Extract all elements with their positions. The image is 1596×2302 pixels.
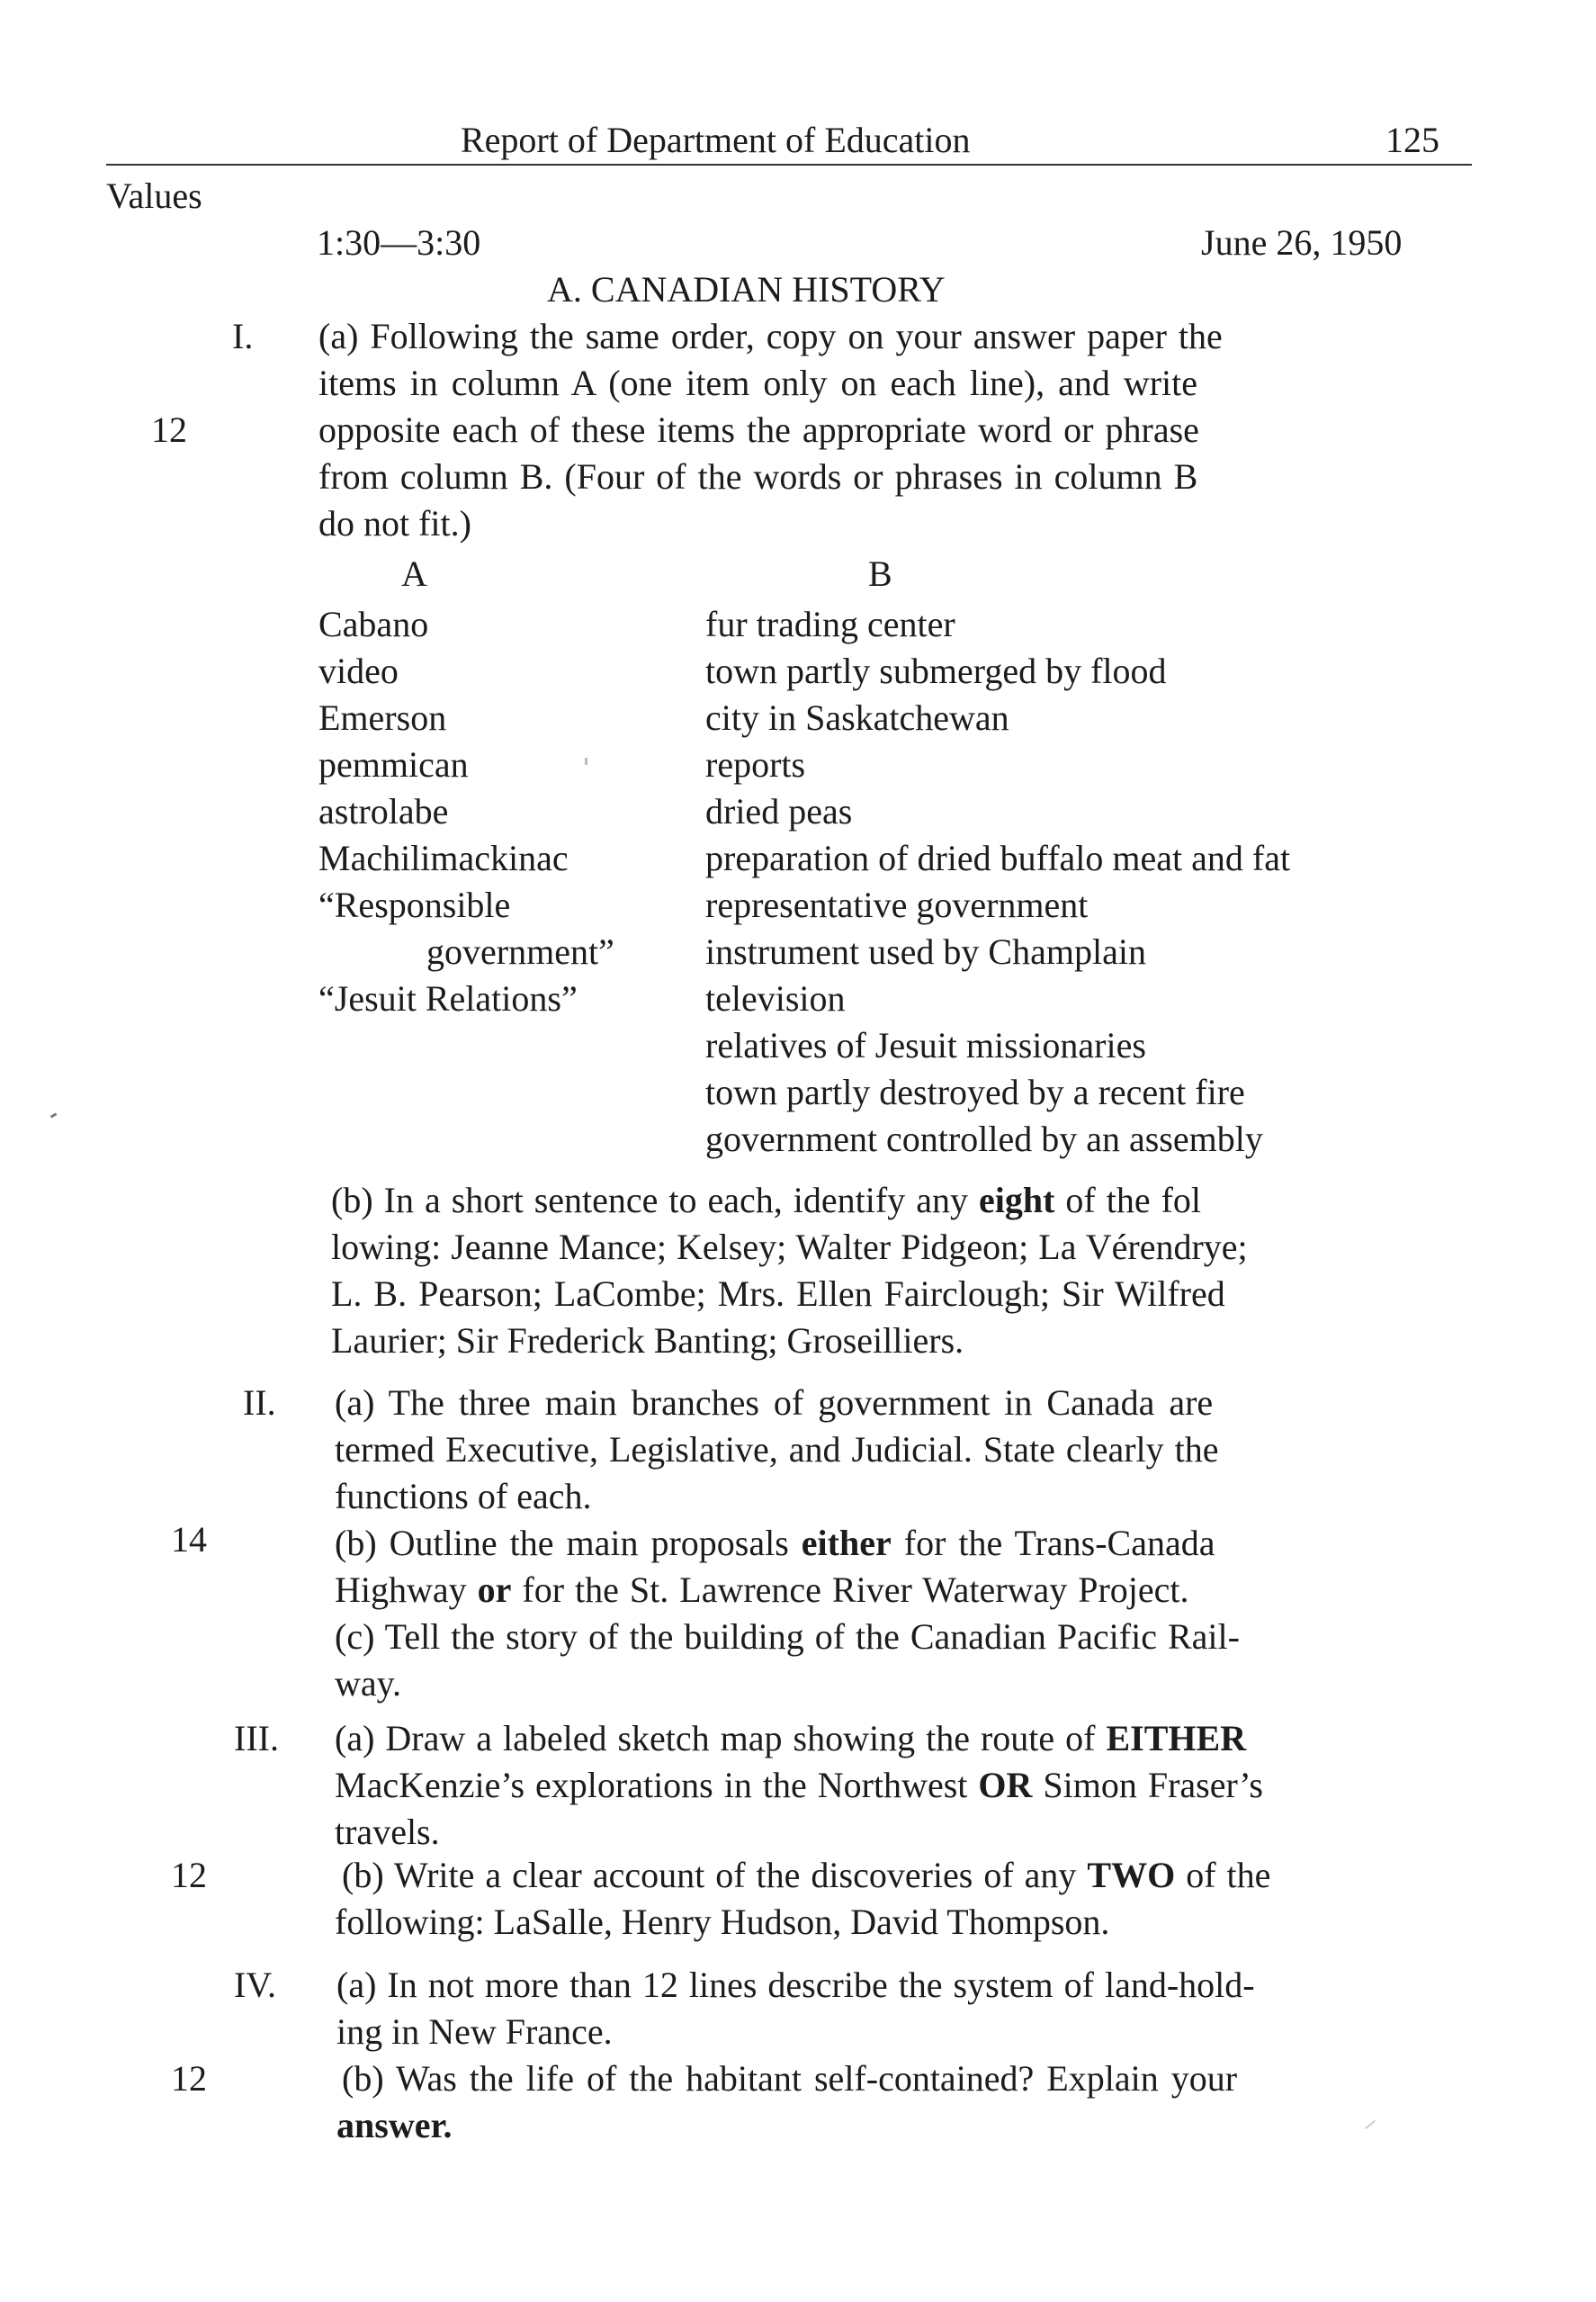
- scan-speck: [50, 1112, 58, 1118]
- column-a-item: video: [318, 651, 399, 691]
- q1b-line: Laurier; Sir Frederick Banting; Groseilliers.: [331, 1320, 964, 1361]
- column-a-item: “Responsible: [318, 885, 511, 925]
- q3b-line: (b) Write a clear account of the discoveries of any TWO of the: [342, 1855, 1271, 1895]
- value-q3: 12: [171, 1855, 207, 1895]
- column-b-header: B: [868, 553, 892, 594]
- q1a-line: do not fit.): [318, 503, 471, 544]
- header-rule: [106, 164, 1472, 166]
- q4a-line: ing in New France.: [336, 2011, 613, 2052]
- scan-speck: [585, 758, 587, 765]
- column-b-item: city in Saskatchewan: [705, 697, 1009, 738]
- q2a-line: termed Executive, Legislative, and Judicial. State clearly the: [335, 1429, 1219, 1470]
- q2a-line: (a) The three main branches of government in Canada are: [335, 1382, 1214, 1423]
- column-b-item: representative government: [705, 885, 1089, 925]
- column-b-item: reports: [705, 744, 806, 785]
- q3b-line: following: LaSalle, Henry Hudson, David Thompson.: [335, 1902, 1110, 1942]
- value-q2: 14: [171, 1519, 207, 1560]
- column-b-item: town partly destroyed by a recent fire: [705, 1072, 1245, 1112]
- running-header-title: Report of Department of Education: [461, 120, 971, 160]
- column-b-item: preparation of dried buffalo meat and fat: [705, 838, 1291, 878]
- q2c-line: way.: [335, 1663, 402, 1704]
- column-b-item: relatives of Jesuit missionaries: [705, 1025, 1146, 1066]
- value-q4: 12: [171, 2058, 207, 2099]
- q2-numeral: II.: [243, 1382, 276, 1423]
- column-b-item: television: [705, 978, 846, 1019]
- column-b-item: dried peas: [705, 791, 853, 832]
- q1a-line: opposite each of these items the appropriate word or phrase: [318, 409, 1199, 450]
- q1a-line: items in column A (one item only on each line), and write: [318, 363, 1198, 403]
- column-a-item: astrolabe: [318, 791, 449, 832]
- column-a-header: A: [401, 553, 427, 594]
- q2b-line: (b) Outline the main proposals either for the Trans-Canada: [335, 1523, 1215, 1563]
- q3a-line: travels.: [335, 1812, 440, 1852]
- q3a-line: MacKenzie’s explorations in the Northwest OR Simon Fraser’s: [335, 1765, 1263, 1805]
- q1a-line: from column B. (Four of the words or phrases in column B: [318, 456, 1198, 497]
- q4-numeral: IV.: [234, 1965, 277, 2005]
- q1b-line: (b) In a short sentence to each, identify any eight of the fol: [331, 1180, 1202, 1220]
- q3a-line: (a) Draw a labeled sketch map showing the route of EITHER: [335, 1718, 1247, 1758]
- values-column-label: Values: [106, 175, 202, 216]
- q2a-line: functions of each.: [335, 1476, 592, 1516]
- column-b-item: instrument used by Champlain: [705, 931, 1146, 972]
- scan-speck: [1365, 2120, 1376, 2130]
- q4a-line: (a) In not more than 12 lines describe the system of land-hold-: [336, 1965, 1255, 2005]
- column-a-item: “Jesuit Relations”: [318, 978, 578, 1019]
- exam-date: June 26, 1950: [1201, 222, 1403, 263]
- column-a-item: Emerson: [318, 697, 447, 738]
- column-b-item: fur trading center: [705, 604, 955, 644]
- exam-time: 1:30—3:30: [317, 222, 481, 263]
- q4b-line: (b) Was the life of the habitant self-contained? Explain your: [342, 2058, 1238, 2099]
- q1b-line: lowing: Jeanne Mance; Kelsey; Walter Pidgeon; La Vérendrye;: [331, 1227, 1248, 1267]
- column-a-item: Machilimackinac: [318, 838, 569, 878]
- section-title: A. CANADIAN HISTORY: [547, 269, 946, 310]
- page-number: 125: [1385, 120, 1439, 160]
- value-q1: 12: [151, 409, 187, 450]
- column-a-item: pemmican: [318, 744, 469, 785]
- q1b-line: L. B. Pearson; LaCombe; Mrs. Ellen Fairclough; Sir Wilfred: [331, 1273, 1225, 1314]
- column-a-item: government”: [426, 931, 614, 972]
- q1-numeral: I.: [232, 316, 254, 356]
- column-b-item: government controlled by an assembly: [705, 1119, 1263, 1159]
- q1a-line: (a) Following the same order, copy on your answer paper the: [318, 316, 1223, 356]
- column-b-item: town partly submerged by flood: [705, 651, 1167, 691]
- q4b-line: answer.: [336, 2105, 453, 2145]
- q2c-line: (c) Tell the story of the building of the Canadian Pacific Rail-: [335, 1616, 1240, 1657]
- column-a-item: Cabano: [318, 604, 429, 644]
- q3-numeral: III.: [234, 1718, 279, 1758]
- q2b-line: Highway or for the St. Lawrence River Waterway Project.: [335, 1569, 1189, 1610]
